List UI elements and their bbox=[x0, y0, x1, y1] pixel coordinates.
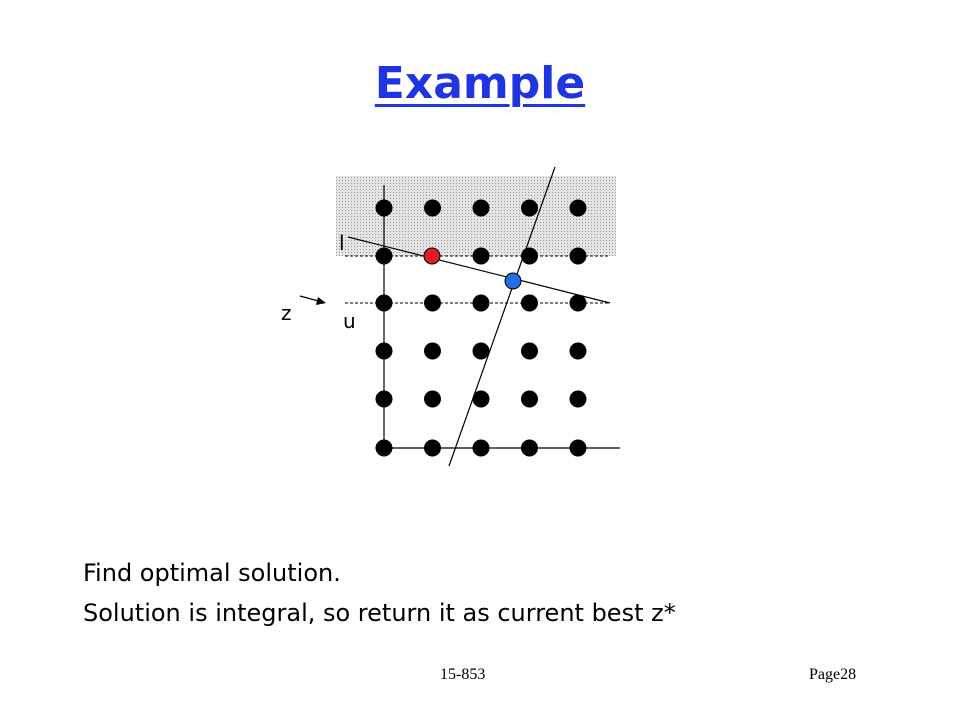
slide-title-text: Example bbox=[374, 58, 586, 109]
lattice-point bbox=[473, 295, 490, 312]
objective-label: z bbox=[281, 301, 292, 325]
lattice-point bbox=[376, 440, 393, 457]
lattice-point bbox=[473, 248, 490, 265]
lattice-point bbox=[570, 440, 587, 457]
lattice-point bbox=[570, 248, 587, 265]
upper-bound-label: u bbox=[343, 309, 356, 333]
footer-course: 15-853 bbox=[440, 666, 486, 683]
lattice-point bbox=[521, 200, 538, 217]
lattice-point bbox=[473, 440, 490, 457]
lattice-point bbox=[376, 391, 393, 408]
lattice-point bbox=[424, 200, 441, 217]
lp-optimum-point bbox=[505, 273, 521, 289]
lattice-point bbox=[521, 440, 538, 457]
lattice-point bbox=[376, 200, 393, 217]
lattice-point bbox=[473, 343, 490, 360]
lattice-point bbox=[376, 295, 393, 312]
lattice-point bbox=[570, 391, 587, 408]
lattice-point bbox=[424, 343, 441, 360]
lattice-point bbox=[521, 295, 538, 312]
lattice-point bbox=[424, 391, 441, 408]
body-line-find-optimal: Find optimal solution. bbox=[83, 559, 341, 587]
lattice-point bbox=[424, 440, 441, 457]
lattice-point bbox=[521, 343, 538, 360]
lattice-point bbox=[424, 295, 441, 312]
objective-arrowhead bbox=[316, 297, 326, 305]
lattice-point bbox=[473, 200, 490, 217]
current-best-point bbox=[424, 248, 440, 264]
body-line-solution-integral: Solution is integral, so return it as current best z* bbox=[83, 599, 676, 627]
footer-page-number: Page28 bbox=[809, 666, 857, 683]
lattice-point bbox=[570, 200, 587, 217]
lattice-point bbox=[376, 343, 393, 360]
lattice-point bbox=[521, 391, 538, 408]
lower-bound-label: l bbox=[339, 231, 345, 255]
lattice-point bbox=[376, 248, 393, 265]
lattice-point bbox=[570, 343, 587, 360]
